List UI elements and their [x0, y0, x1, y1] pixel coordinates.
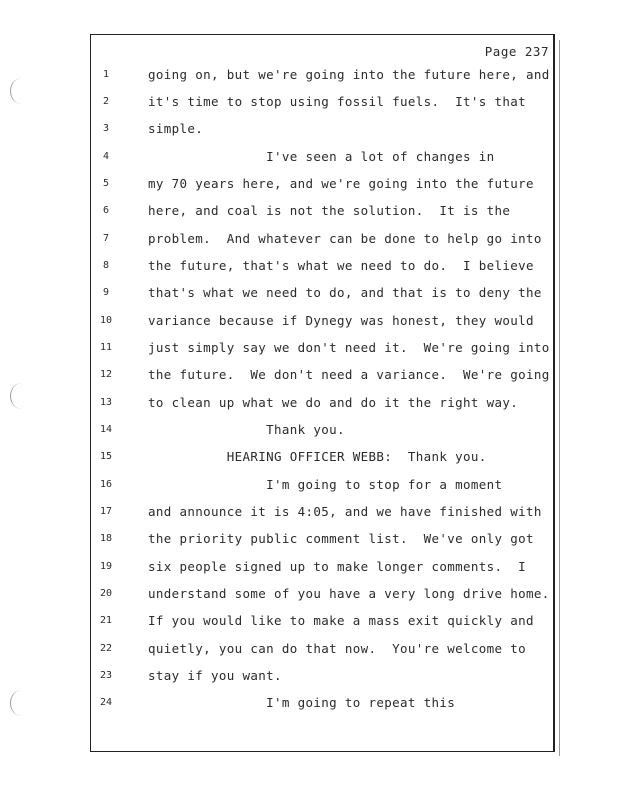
line-text: problem. And whatever can be done to help go into: [148, 231, 542, 246]
line-number: 13: [99, 397, 113, 408]
line-text: variance because if Dynegy was honest, they would: [148, 313, 534, 328]
line-text: Thank you.: [148, 422, 345, 437]
line-text: understand some of you have a very long drive home.: [148, 586, 550, 601]
line-text: simple.: [148, 121, 204, 136]
line-number: 1: [102, 69, 110, 80]
line-text: If you would like to make a mass exit quickly and: [148, 613, 534, 628]
line-number: 10: [99, 315, 113, 326]
line-number: 16: [99, 479, 113, 490]
line-number: 15: [99, 451, 113, 462]
line-text: quietly, you can do that now. You're welcome to: [148, 641, 527, 656]
line-text: it's time to stop using fossil fuels. It's that: [148, 94, 527, 109]
line-text: I've seen a lot of changes in: [148, 149, 495, 164]
line-number: 4: [102, 151, 110, 162]
line-number: 14: [99, 424, 113, 435]
line-text: I'm going to repeat this: [148, 695, 456, 710]
line-number: 5: [102, 178, 110, 189]
binder-hole-mark: [10, 690, 33, 716]
line-text: that's what we need to do, and that is to deny the: [148, 285, 542, 300]
line-number: 9: [102, 287, 110, 298]
line-number: 3: [102, 123, 110, 134]
line-text: six people signed up to make longer comments. I: [148, 559, 527, 574]
line-number: 12: [99, 369, 113, 380]
line-number: 23: [99, 670, 113, 681]
line-number: 8: [102, 260, 110, 271]
line-number: 2: [102, 96, 110, 107]
line-number: 19: [99, 561, 113, 572]
line-number: 22: [99, 643, 113, 654]
binder-hole-mark: [10, 383, 33, 409]
line-text: to clean up what we do and do it the right way.: [148, 395, 519, 410]
line-text: the future. We don't need a variance. We're going: [148, 367, 550, 382]
page-number: Page 237: [484, 44, 549, 59]
line-text: here, and coal is not the solution. It is the: [148, 203, 511, 218]
line-text: the future, that's what we need to do. I believe: [148, 258, 534, 273]
line-text: and announce it is 4:05, and we have finished with: [148, 504, 542, 519]
page-edge-line: [559, 40, 560, 756]
line-text: my 70 years here, and we're going into the future: [148, 176, 534, 191]
line-text: I'm going to stop for a moment: [148, 477, 503, 492]
line-number: 24: [99, 697, 113, 708]
line-number: 21: [99, 615, 113, 626]
line-text: stay if you want.: [148, 668, 282, 683]
line-number: 7: [102, 233, 110, 244]
line-number: 17: [99, 506, 113, 517]
line-text: the priority public comment list. We've only got: [148, 531, 534, 546]
line-number: 20: [99, 588, 113, 599]
line-text: just simply say we don't need it. We're going into: [148, 340, 550, 355]
line-number: 11: [99, 342, 113, 353]
transcript-page: [90, 34, 555, 752]
line-number: 6: [102, 205, 110, 216]
line-number: 18: [99, 533, 113, 544]
binder-hole-mark: [10, 78, 33, 104]
line-text: HEARING OFFICER WEBB: Thank you.: [148, 449, 487, 464]
line-text: going on, but we're going into the future here, and: [148, 67, 550, 82]
